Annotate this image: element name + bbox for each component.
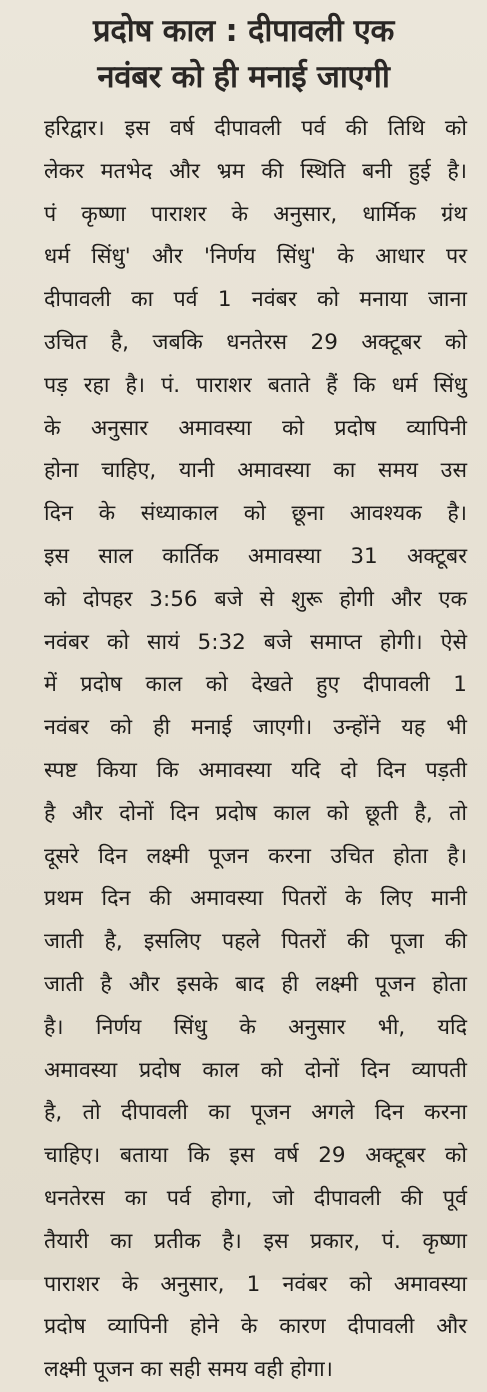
body-line: नवंबर को सायं 5:32 बजे समाप्त होगी। ऐसे xyxy=(44,629,467,655)
body-line: पाराशर के अनुसार, 1 नवंबर को अमावस्या xyxy=(44,1271,467,1297)
body-line: अमावस्या प्रदोष काल को दोनों दिन व्यापती xyxy=(44,1057,467,1083)
body-line: उचित है, जबकि धनतेरस 29 अक्टूबर को xyxy=(44,329,467,355)
body-line: जाती है, इसलिए पहले पितरों की पूजा की xyxy=(44,929,467,955)
body-line: दिन के संध्याकाल को छूना आवश्यक है। xyxy=(44,501,467,527)
body-line: धनतेरस का पर्व होगा, जो दीपावली की पूर्व xyxy=(44,1185,467,1211)
body-line: को दोपहर 3:56 बजे से शुरू होगी और एक xyxy=(44,586,467,612)
headline-line-1: प्रदोष काल : दीपावली एक xyxy=(92,13,395,49)
body-line: स्पष्ट किया कि अमावस्या यदि दो दिन पड़ती xyxy=(44,757,467,783)
body-line: चाहिए। बताया कि इस वर्ष 29 अक्टूबर को xyxy=(44,1143,467,1169)
body-line: दूसरे दिन लक्ष्मी पूजन करना उचित होता है। xyxy=(44,843,467,869)
body-line: में प्रदोष काल को देखते हुए दीपावली 1 xyxy=(44,672,467,698)
body-line: पं कृष्णा पाराशर के अनुसार, धार्मिक ग्रंथ xyxy=(44,201,467,227)
body-line: प्रदोष व्यापिनी होने के कारण दीपावली और xyxy=(44,1314,467,1340)
body-line: धर्म सिंधु' और 'निर्णय सिंधु' के आधार पर xyxy=(44,244,467,270)
body-line: हरिद्वार। इस वर्ष दीपावली पर्व की तिथि को xyxy=(44,116,467,141)
body-line: दीपावली का पर्व 1 नवंबर को मनाया जाना xyxy=(44,287,467,313)
body-line: है, तो दीपावली का पूजन अगले दिन करना xyxy=(44,1100,467,1126)
body-line: है और दोनों दिन प्रदोष काल को छूती है, तो xyxy=(44,800,467,826)
body-line: लक्ष्मी पूजन का सही समय वही होगा। xyxy=(44,1357,333,1383)
headline xyxy=(16,8,471,100)
body-line: होना चाहिए, यानी अमावस्या का समय उस xyxy=(44,458,467,484)
body-line: के अनुसार अमावस्या को प्रदोष व्यापिनी xyxy=(44,415,467,441)
body-line: प्रथम दिन की अमावस्या पितरों के लिए मानी xyxy=(44,886,467,912)
body-line: इस साल कार्तिक अमावस्या 31 अक्टूबर xyxy=(44,543,467,569)
body-line: है। निर्णय सिंधु के अनुसार भी, यदि xyxy=(44,1014,467,1040)
body-line: लेकर मतभेद और भ्रम की स्थिति बनी हुई है। xyxy=(44,158,467,184)
body-line: पड़ रहा है। पं. पाराशर बताते हैं कि धर्म सिंधु xyxy=(44,372,467,398)
body-line: नवंबर को ही मनाई जाएगी। उन्होंने यह भी xyxy=(44,715,467,741)
body-line: तैयारी का प्रतीक है। इस प्रकार, पं. कृष्णा xyxy=(44,1228,467,1254)
article-body xyxy=(16,108,471,1392)
headline-line-2: नवंबर को ही मनाई जाएगी xyxy=(97,59,390,95)
body-line: जाती है और इसके बाद ही लक्ष्मी पूजन होता xyxy=(44,971,467,997)
